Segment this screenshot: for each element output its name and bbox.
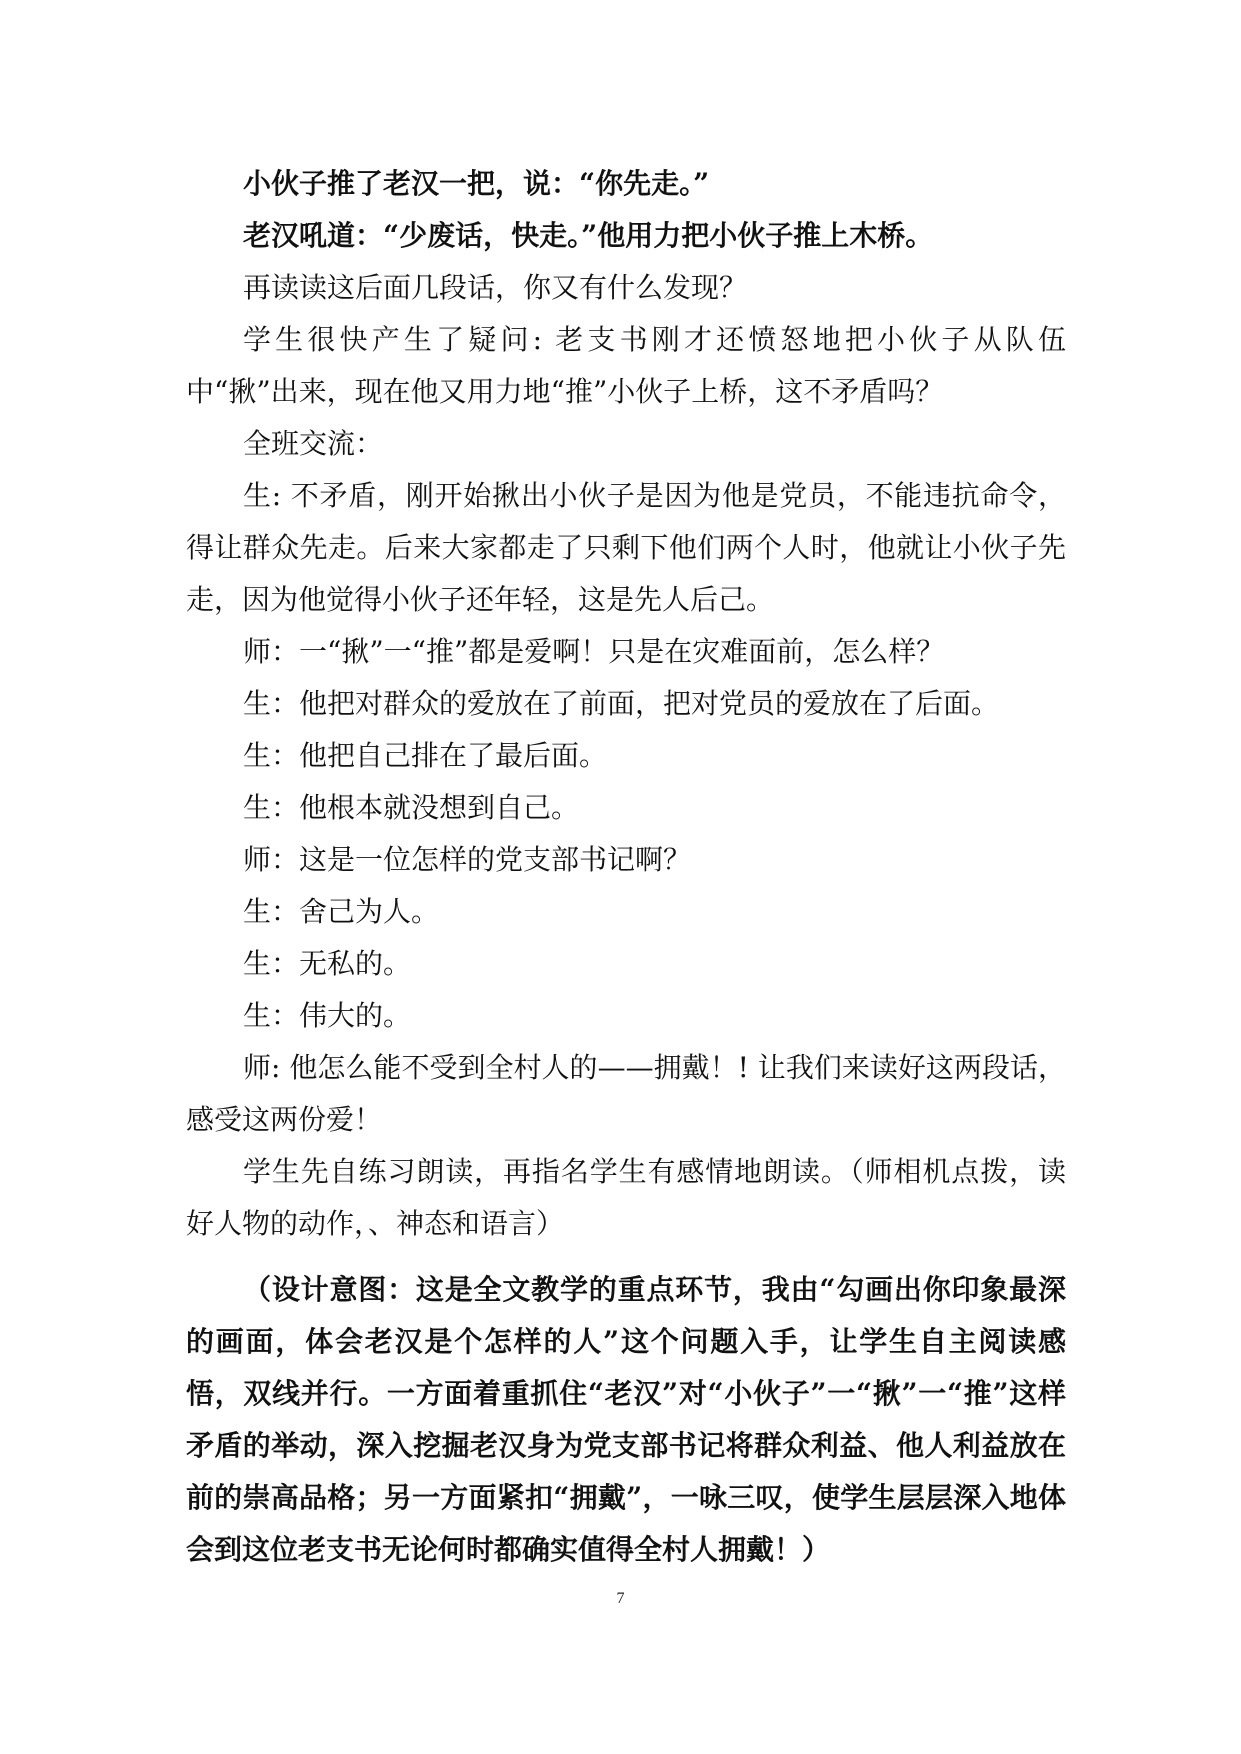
paragraph: 小伙子推了老汉一把，说：“你先走。”: [243, 167, 710, 200]
paragraph: 生：他根本就没想到自己。: [243, 791, 580, 824]
page-number: 7: [616, 1590, 625, 1607]
paragraph: 再读读这后面几段话，你又有什么发现？: [243, 271, 748, 304]
body-text: [186, 158, 1066, 1576]
design-note: （设计意图：这是全文教学的重点环节，我由“勾画出你印象最深的画面，体会老汉是个怎样的人”这个问题入手，让学生自主阅读感悟，双线并行。一方面着重抓住“老汉”对“小伙子”一“揪”一“推”这样矛盾的举动，深入挖掘老汉身为党支部书记将群众利益、他人利益放在前的崇高品格；另一方面紧扣“拥戴”，一咏三叹，使学生层层深入地体会到这位老支书无论何时都确实值得全村人拥戴！）: [186, 1273, 1066, 1566]
paragraph: 生: 不矛盾，刚开始揪出小伙子是因为他是党员，不能违抗命令，得让群众先走。后来大家都走了只剩下他们两个人时，他就让小伙子先走，因为他觉得小伙子还年轻，这是先人后己。: [186, 479, 1066, 616]
paragraph: 学生很快产生了疑问: 老支书刚才还愤怒地把小伙子从队伍中“揪”出来，现在他又用力地“推”小伙子上桥，这不矛盾吗？: [186, 323, 1066, 408]
paragraph: 师: 他怎么能不受到全村人的——拥戴！! 让我们来读好这两段话，感受这两份爱！: [186, 1051, 1066, 1136]
paragraph: 师：一“揪”一“推”都是爱啊！只是在灾难面前，怎么样？: [243, 635, 945, 668]
paragraph: 生：伟大的。: [243, 999, 412, 1032]
paragraph: 生：他把对群众的爱放在了前面，把对党员的爱放在了后面。: [243, 687, 1000, 720]
paragraph: 学生先自练习朗读，再指名学生有感情地朗读。（师相机点拨，读好人物的动作，、神态和语言）: [186, 1155, 1066, 1240]
paragraph: 老汉吼道：“少废话，快走。”他用力把小伙子推上木桥。: [243, 219, 934, 252]
paragraph: 全班交流：: [243, 427, 384, 460]
paragraph: 生：无私的。: [243, 947, 412, 980]
paragraph: 生：他把自己排在了最后面。: [243, 739, 608, 772]
paragraph: 生：舍己为人。: [243, 895, 440, 928]
paragraph: 师：这是一位怎样的党支部书记啊？: [243, 843, 692, 876]
